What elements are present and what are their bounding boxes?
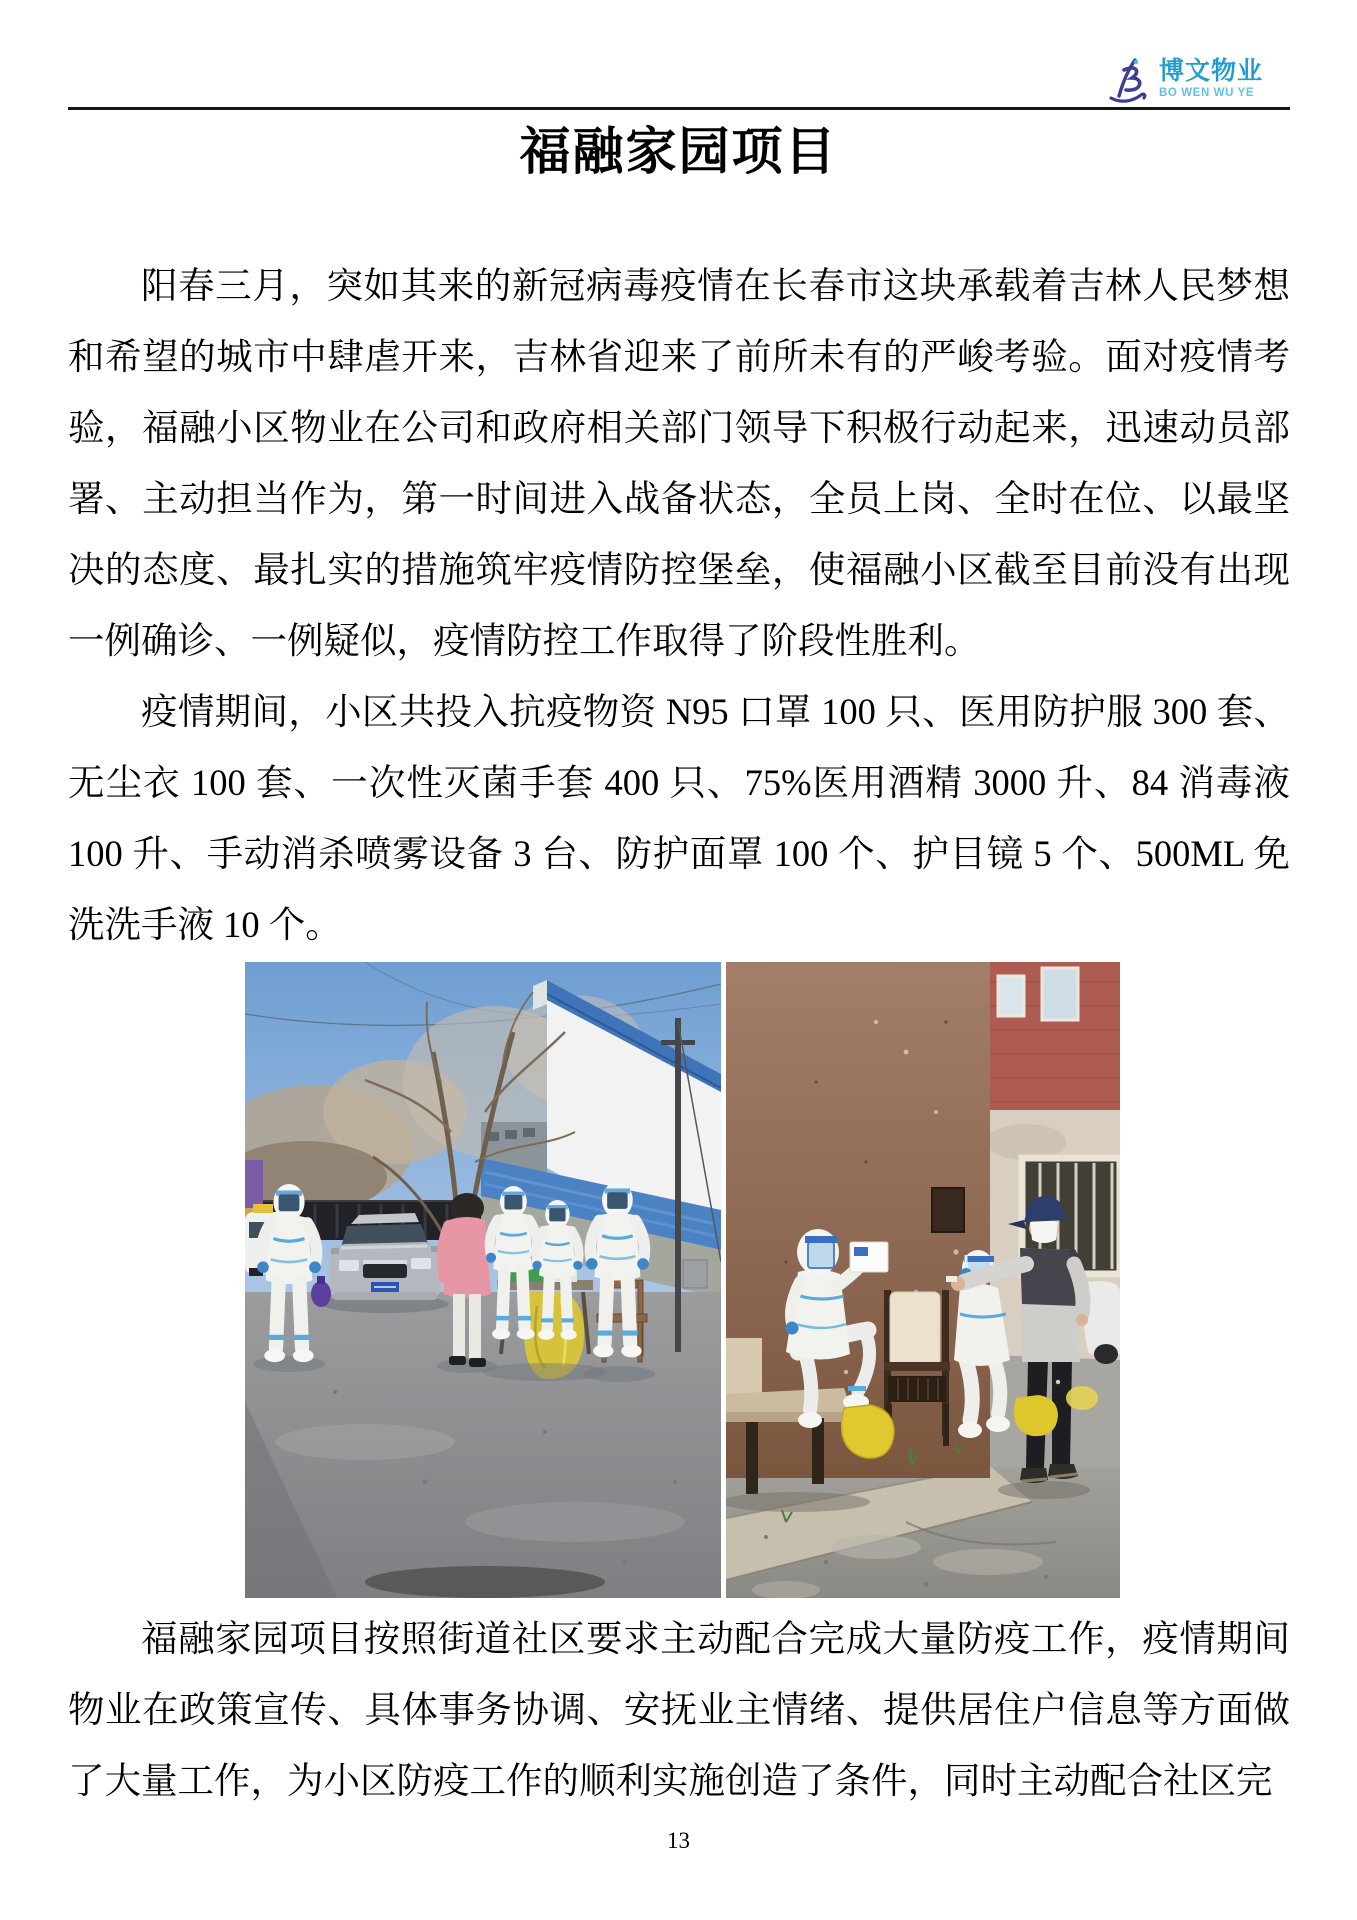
page-title: 福融家园项目	[519, 123, 838, 180]
bowen-logo-icon	[1108, 58, 1148, 105]
company-logo-text	[1159, 58, 1263, 99]
purple-spray-bottle	[311, 1281, 331, 1307]
paragraph-2: 疫情期间，小区共投入抗疫物资 N95 口罩 100 只、医用防护服 300 套、无尘衣 100 套、一次性灭菌手套 400 只、75%医用酒精 3000 升、84 消毒液 100 升、手动消杀喷雾设备 3 台、防护面罩 100 个、护目镜 5 个、500ML 免洗洗手液 10 个。	[68, 691, 1290, 945]
yellow-bag-2	[1014, 1395, 1058, 1436]
paragraph-3: 福融家园项目按照街道社区要求主动配合完成大量防疫工作，疫情期间物业在政策宣传、具体事务协调、安抚业主情绪、提供居住户信息等方面做了大量工作，为小区防疫工作的顺利实施创造了条件，同时主动配合社区完	[68, 1618, 1290, 1801]
photo-row	[245, 962, 1290, 1598]
document-body	[68, 250, 1290, 1816]
page-number: 13	[667, 1828, 690, 1853]
company-name-zh: 博文物业	[1158, 57, 1263, 85]
company-name-en: BO WEN WU YE	[1158, 87, 1255, 100]
paragraph-1: 阳春三月，突如其来的新冠病毒疫情在长春市这块承载着吉林人民梦想和希望的城市中肆虐开来，吉林省迎来了前所未有的严峻考验。面对疫情考验，福融小区物业在公司和政府相关部门领导下积极行动起来，迅速动员部署、主动担当作为，第一时间进入战备状态，全员上岗、全时在位、以最坚决的态度、最扎实的措施筑牢疫情防控堡垒，使福融小区截至目前没有出现一例确诊、一例疑似，疫情防控工作取得了阶段性胜利。	[68, 265, 1290, 661]
company-logo	[1108, 58, 1263, 105]
photo-left-outdoor-testing	[245, 962, 721, 1598]
photo-right-registration	[726, 962, 1120, 1598]
